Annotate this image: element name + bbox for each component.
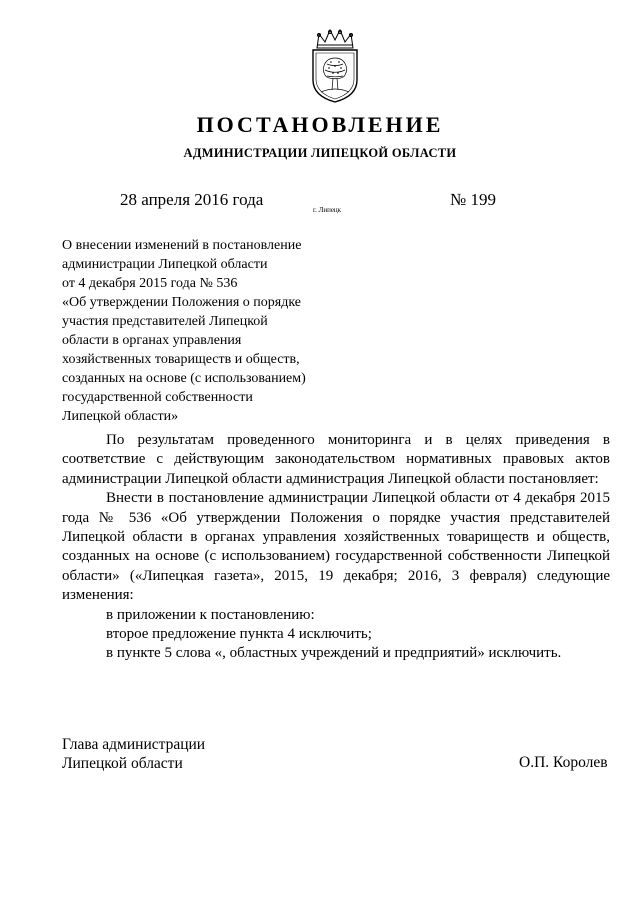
subject-line: созданных на основе (с использованием) bbox=[62, 371, 306, 386]
subject-line: от 4 декабря 2015 года № 536 bbox=[62, 276, 238, 291]
document-title: ПОСТАНОВЛЕНИЕ bbox=[196, 112, 444, 137]
signature-name: О.П. Королев bbox=[519, 754, 608, 771]
signature-position-line: Глава администрации bbox=[62, 736, 206, 753]
coat-of-arms-icon bbox=[305, 28, 365, 104]
subject-line: Липецкой области» bbox=[62, 409, 179, 424]
subject-line: участия представителей Липецкой bbox=[62, 314, 268, 329]
subject-line: государственной собственности bbox=[62, 390, 253, 405]
signature-position bbox=[62, 735, 205, 773]
subject-line: администрации Липецкой области bbox=[62, 257, 268, 272]
document-city: г. Липецк bbox=[313, 206, 342, 214]
signature-position-line: Липецкой области bbox=[62, 755, 183, 772]
subject-line: «Об утверждении Положения о порядке bbox=[62, 295, 301, 310]
subject-line: О внесении изменений в постановление bbox=[62, 238, 302, 253]
document-subtitle: АДМИНИСТРАЦИИ ЛИПЕЦКОЙ ОБЛАСТИ bbox=[183, 146, 457, 160]
body-list-item: в пункте 5 слова «, областных учреждений и предприятий» исключить. bbox=[106, 645, 562, 662]
subject-line: области в органах управления bbox=[62, 333, 242, 348]
subject-line: хозяйственных товариществ и обществ, bbox=[62, 352, 300, 367]
body-paragraph: Внести в постановление администрации Липецкой области от 4 декабря 2015 года № 536 «Об утверждении Положения о порядке участия представителей Липецкой области в органах управления хозяйственных товариществ и обществ, созданных на основе (с использованием) государственной собственности Липецкой области» («Липецкая газета», 2015, 19 декабря; 2016, 3 февраля) следующие изменения: bbox=[62, 490, 610, 604]
body-list-item: второе предложение пункта 4 исключить; bbox=[106, 626, 372, 643]
body-list-item: в приложении к постановлению: bbox=[106, 606, 315, 623]
document-subject bbox=[62, 236, 362, 426]
body-paragraph: По результатам проведенного мониторинга и в целях приведения в соответствие с действующим законодательством нормативных правовых актов администрации Липецкой области администрация Липецкой области постановляет: bbox=[62, 432, 610, 487]
document-date: 28 апреля 2016 года bbox=[120, 190, 264, 209]
document-body bbox=[62, 431, 610, 664]
document-number: № 199 bbox=[450, 190, 496, 209]
